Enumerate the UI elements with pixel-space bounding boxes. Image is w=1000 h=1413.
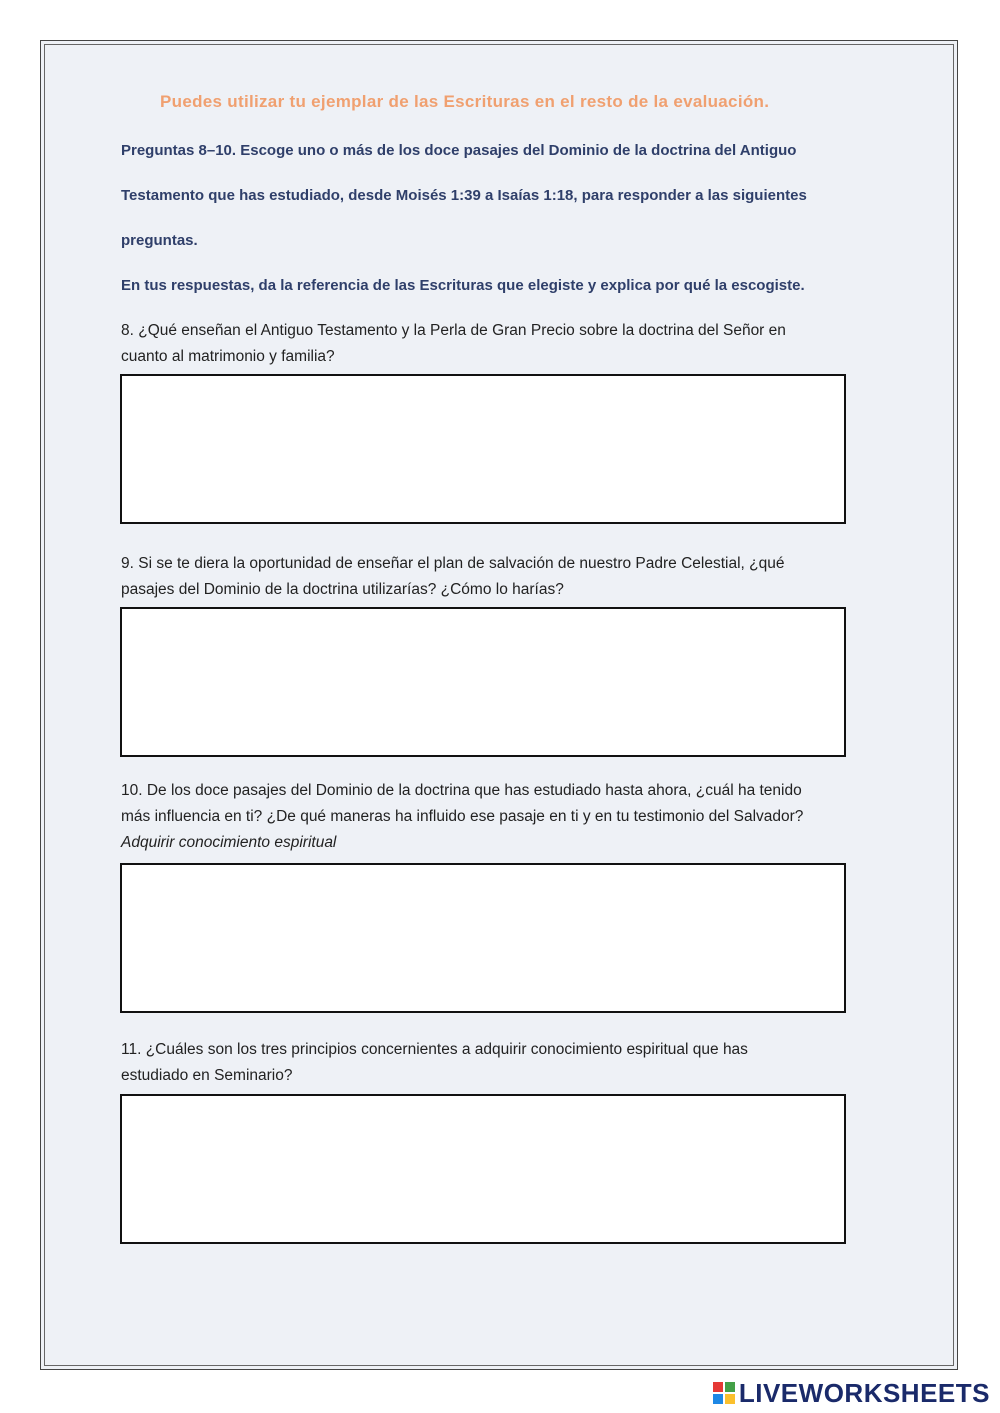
- logo-square-e: [725, 1394, 735, 1404]
- instructions-line-1: Preguntas 8–10. Escoge uno o más de los doce pasajes del Dominio de la doctrina del Antiguo: [121, 142, 797, 159]
- instructions-line-4: En tus respuestas, da la referencia de las Escrituras que elegiste y explica por qué la escogiste.: [121, 277, 805, 294]
- question-9: [121, 551, 881, 603]
- question-10: [121, 778, 881, 856]
- question-10-subtitle: Adquirir conocimiento espiritual: [121, 834, 337, 851]
- answer-box-9[interactable]: [120, 607, 846, 757]
- question-11: [121, 1037, 881, 1089]
- question-8-line-1: 8. ¿Qué enseñan el Antiguo Testamento y la Perla de Gran Precio sobre la doctrina del Señor en: [121, 322, 786, 339]
- logo-square-v: [713, 1394, 723, 1404]
- answer-box-8[interactable]: [120, 374, 846, 524]
- answer-box-11[interactable]: [120, 1094, 846, 1244]
- scripture-note: Puedes utilizar tu ejemplar de las Escrituras en el resto de la evaluación.: [160, 92, 770, 111]
- instructions-line-2: Testamento que has estudiado, desde Moisés 1:39 a Isaías 1:18, para responder a las siguientes: [121, 187, 807, 204]
- question-11-line-1: 11. ¿Cuáles son los tres principios concernientes a adquirir conocimiento espiritual que has: [121, 1041, 748, 1058]
- question-8-line-2: cuanto al matrimonio y familia?: [121, 348, 335, 365]
- logo-square-i: [725, 1382, 735, 1392]
- question-10-line-2: más influencia en ti? ¿De qué maneras ha influido ese pasaje en ti y en tu testimonio del Salvador?: [121, 808, 804, 825]
- question-11-line-2: estudiado en Seminario?: [121, 1067, 293, 1084]
- question-9-line-2: pasajes del Dominio de la doctrina utilizarías? ¿Cómo lo harías?: [121, 581, 564, 598]
- liveworksheets-logo: [713, 1379, 990, 1407]
- question-10-line-1: 10. De los doce pasajes del Dominio de la doctrina que has estudiado hasta ahora, ¿cuál ha tenido: [121, 782, 802, 799]
- answer-box-10[interactable]: [120, 863, 846, 1013]
- question-8: [121, 318, 881, 370]
- question-9-line-1: 9. Si se te diera la oportunidad de enseñar el plan de salvación de nuestro Padre Celestial, ¿qué: [121, 555, 785, 572]
- logo-square-l: [713, 1382, 723, 1392]
- live-logo-icon: [713, 1382, 735, 1404]
- logo-text: LIVEWORKSHEETS: [738, 1377, 990, 1408]
- instructions-line-3: preguntas.: [121, 232, 198, 249]
